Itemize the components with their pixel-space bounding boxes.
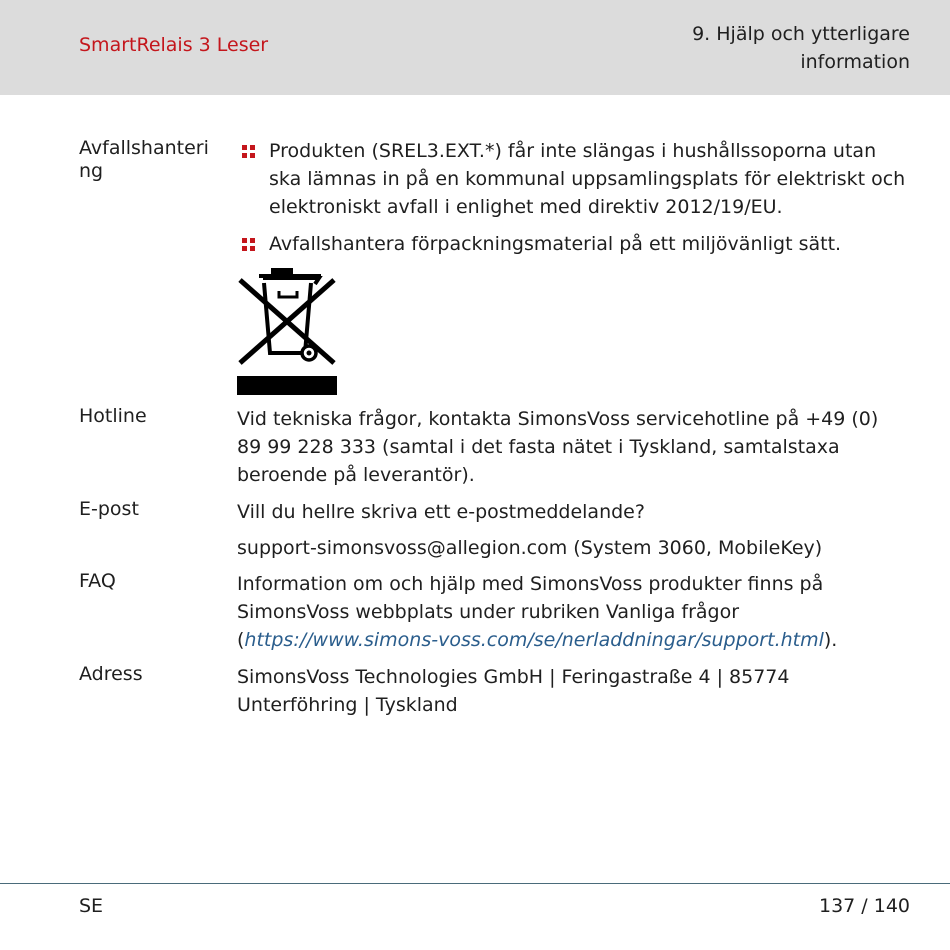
faq-text-after: ). bbox=[823, 629, 838, 651]
hotline-content bbox=[237, 405, 907, 489]
language-code: SE bbox=[79, 895, 104, 917]
disposal-content bbox=[237, 137, 907, 258]
hotline-text: Vid tekniska frågor, kontakta SimonsVoss servicehotline på +49 (0) 89 99 228 333 (samtal i det fasta nätet i Tyskland, samtalstaxa beroende på leverantör). bbox=[237, 408, 879, 486]
disposal-bullet-text: Avfallshantera förpackningsmaterial på ett miljövänligt sätt. bbox=[269, 233, 842, 255]
email-label: E-post bbox=[79, 498, 139, 520]
faq-content bbox=[237, 570, 907, 654]
page-header bbox=[0, 0, 950, 95]
product-title: SmartRelais 3 Leser bbox=[79, 34, 269, 56]
disposal-bullet bbox=[237, 230, 907, 258]
chapter-title bbox=[550, 20, 910, 76]
chapter-title-line-2: information bbox=[800, 51, 910, 73]
disposal-label: Avfallshantering bbox=[79, 137, 209, 182]
hotline-label: Hotline bbox=[79, 405, 147, 427]
support-link[interactable]: https://www.simons-voss.com/se/nerladdningar/support.html bbox=[244, 629, 824, 651]
red-square-bullet-icon bbox=[242, 145, 255, 158]
faq-text bbox=[237, 570, 907, 654]
chapter-title-line-1: 9. Hjälp och ytterligare bbox=[692, 23, 910, 45]
red-square-bullet-icon bbox=[242, 238, 255, 251]
crossed-out-wheelie-bin-icon bbox=[237, 267, 337, 395]
address-content bbox=[237, 663, 907, 719]
disposal-bullet bbox=[237, 137, 907, 221]
page-number: 137 / 140 bbox=[818, 895, 910, 917]
email-content bbox=[237, 498, 907, 562]
email-question: Vill du hellre skriva ett e-postmeddelande? bbox=[237, 501, 645, 523]
footer-divider bbox=[0, 883, 950, 884]
email-address: support-simonsvoss@allegion.com (System 3060, MobileKey) bbox=[237, 537, 823, 559]
disposal-bullet-text: Produkten (SREL3.EXT.*) får inte slängas i hushållssoporna utan ska lämnas in på en kommunal uppsamlingsplats för elektriskt och elektroniskt avfall i enlighet med direktiv 2012/19/EU. bbox=[269, 140, 906, 218]
faq-text-before: Information om och hjälp med SimonsVoss produkter finns på SimonsVoss webbplats under rubriken Vanliga frågor ( bbox=[237, 573, 824, 651]
address-text: SimonsVoss Technologies GmbH | Feringastraße 4 | 85774 Unterföhring | Tyskland bbox=[237, 666, 790, 716]
address-label: Adress bbox=[79, 663, 143, 685]
faq-label: FAQ bbox=[79, 570, 116, 592]
